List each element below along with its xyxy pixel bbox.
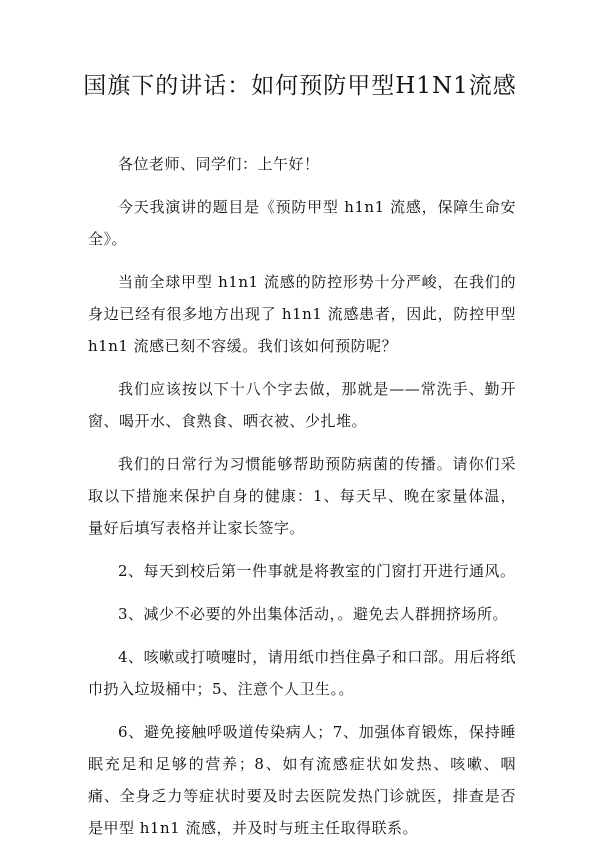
document-body <box>88 148 516 855</box>
paragraph-measure-1: 我们的日常行为习惯能够帮助预防病菌的传播。请你们采取以下措施来保护自身的健康：1、每天早、晚在家量体温，量好后填写表格并让家长签字。 <box>88 455 516 537</box>
paragraph-topic: 今天我演讲的题目是《预防甲型 h1n1 流感，保障生命安全》。 <box>88 198 516 248</box>
document-title: 国旗下的讲话：如何预防甲型H1N1流感 <box>83 73 517 99</box>
paragraph-greeting: 各位老师、同学们：上午好！ <box>118 155 320 173</box>
paragraph-situation: 当前全球甲型 h1n1 流感的防控形势十分严峻，在我们的身边已经有很多地方出现了 h1n1 流感患者，因此，防控甲型 h1n1 流感已刻不容缓。我们该如何预防呢？ <box>88 273 516 355</box>
paragraph-measure-3: 3、减少不必要的外出集体活动，。避免去人群拥挤场所。 <box>118 605 509 623</box>
paragraph-eighteen-words: 我们应该按以下十八个字去做，那就是——常洗手、勤开窗、喝开水、食熟食、晒衣被、少扎堆。 <box>88 380 516 430</box>
paragraph-measure-6-8: 6、避免接触呼吸道传染病人；7、加强体育锻炼，保持睡眠充足和足够的营养；8、如有流感症状如发热、咳嗽、咽痛、全身乏力等症状时要及时去医院发热门诊就医，排查是否是甲型 h1n1 流感，并及时与班主任取得联系。 <box>88 723 516 837</box>
paragraph-measure-4-5: 4、咳嗽或打喷嚏时，请用纸巾挡住鼻子和口部。用后将纸巾扔入垃圾桶中；5、注意个人卫生。。 <box>88 648 516 698</box>
paragraph-measure-2: 2、每天到校后第一件事就是将教室的门窗打开进行通风。 <box>118 562 516 580</box>
